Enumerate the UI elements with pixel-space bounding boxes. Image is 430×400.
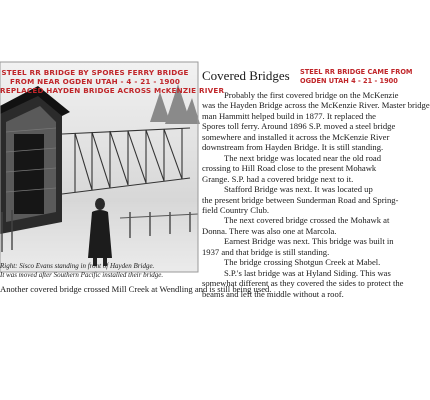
article-line: Earnest Bridge was next. This bridge was built in	[224, 236, 394, 247]
article-line: Donna. There was also one at Marcola.	[202, 225, 337, 236]
article-body	[202, 90, 430, 299]
photo-note-line: FROM NEAR OGDEN UTAH - 4 - 21 - 1900	[9, 77, 181, 87]
article-note-line: STEEL RR BRIDGE CAME FROM	[300, 68, 413, 76]
article-line: downstream from Hayden Bridge. It is still standing.	[202, 142, 384, 153]
article-line: somewhat different as they covered the sides to protect the	[202, 278, 404, 289]
photo-caption-line: Right: Sisco Evans standing in front of Hayden Bridge.	[0, 262, 155, 270]
article-line: field Country Club.	[202, 204, 270, 215]
article-line: man Hammitt helped build in 1877. It replaced the	[202, 110, 376, 121]
article-line: Probably the first covered bridge on the McKenzie	[224, 90, 399, 100]
article-line: beams and left the middle without a roof.	[202, 288, 344, 299]
photo-handwritten-note	[0, 68, 225, 96]
article-line: was the Hayden Bridge across the McKenzie River. Master bridge	[202, 100, 430, 111]
article-line: The next covered bridge crossed the Mohawk at	[224, 215, 390, 226]
article-line: Grange. S.P. had a covered bridge next to it.	[202, 173, 354, 184]
photo-caption	[0, 262, 205, 280]
closing-line: Another covered bridge crossed Mill Creek at Wendling and is still being used.	[0, 284, 272, 294]
article-line: the present bridge between Sunderman Road and Spring-	[202, 194, 399, 205]
article-title: Covered Bridges	[202, 68, 290, 83]
article-line: The bridge crossing Shotgun Creek at Mabel.	[224, 257, 381, 268]
photo-note-line: REPLACED HAYDEN BRIDGE ACROSS McKENZIE RIVER	[0, 86, 225, 96]
article-handwritten-note	[300, 68, 413, 86]
article-line: The next bridge was located near the old road	[224, 152, 382, 163]
article-line: S.P.'s last bridge was at Hyland Siding. This was	[224, 267, 391, 278]
photo-caption-line: It was moved after Southern Pacific installed their bridge.	[0, 271, 164, 279]
article-line: Spores toll ferry. Around 1896 S.P. moved a steel bridge	[202, 121, 396, 132]
article-line: 1937 and that bridge is still standing.	[202, 246, 330, 257]
article-line: somewhere and installed it across the McKenzie River	[202, 131, 390, 142]
article-note-line: OGDEN UTAH 4 - 21 - 1900	[300, 77, 398, 85]
article-line: crossing to Hill Road close to the present Mohawk	[202, 163, 377, 174]
article-line: Stafford Bridge was next. It was located up	[224, 184, 373, 195]
photo-note-line: STEEL RR BRIDGE BY SPORES FERRY BRIDGE	[1, 68, 189, 77]
